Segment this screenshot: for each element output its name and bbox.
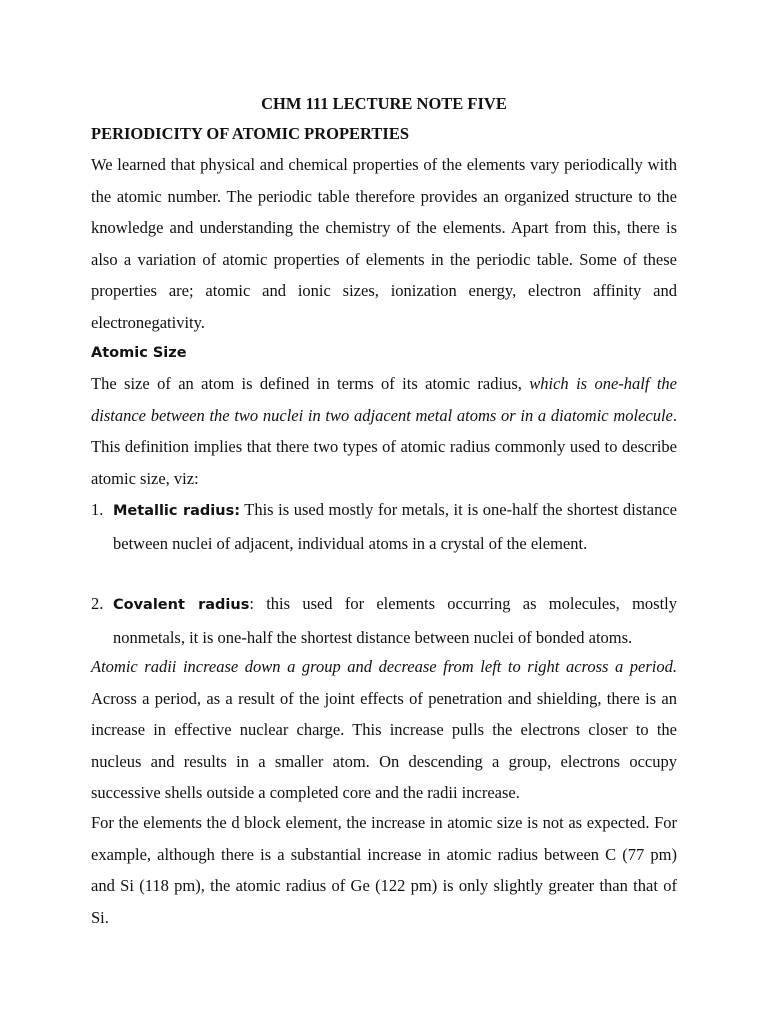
list-number: 2. xyxy=(91,594,104,613)
subheading-atomic-size: Atomic Size xyxy=(91,345,187,361)
list-term: Covalent radius xyxy=(113,597,250,613)
atomic-size-paragraph xyxy=(91,368,677,494)
list-number: 1. xyxy=(91,500,104,519)
list-item-metallic-radius xyxy=(91,494,677,559)
list-item-covalent-radius xyxy=(91,588,677,653)
list-term: Metallic radius: xyxy=(113,503,240,519)
section-heading: PERIODICITY OF ATOMIC PROPERTIES xyxy=(91,124,410,143)
atomic-radius-definition: which is one-half the distance between the two nuclei in two adjacent metal atoms or in a diatomic molecule xyxy=(91,374,677,425)
atomic-size-lead: The size of an atom is defined in terms of its atomic radius, xyxy=(91,374,530,393)
d-block-paragraph: For the elements the d block element, the increase in atomic size is not as expected. For example, although there is a substantial increase in atomic radius between C (77 pm) and Si (118 pm), the atomic radius of Ge (122 pm) is only slightly greater than that of Si. xyxy=(91,813,677,927)
trend-text: Across a period, as a result of the joint effects of penetration and shielding, there is an increase in effective nuclear charge. This increase pulls the electrons closer to the nucleus and results in a smaller atom. On descending a group, electrons occupy successive shells outside a completed core and the radii increase. xyxy=(91,688,677,803)
list-text: : this used for elements occurring as molecules, mostly nonmetals, it is one-half the shortest distance between nuclei of bonded atoms. xyxy=(113,594,677,647)
list-text: This is used mostly for metals, it is one-half the shortest distance between nuclei of adjacent, individual atoms in a crystal of the element. xyxy=(113,500,677,553)
trend-paragraph xyxy=(91,651,677,809)
atomic-size-tail: . This definition implies that there two types of atomic radius commonly used to describe atomic size, viz: xyxy=(91,405,677,488)
trend-statement: Atomic radii increase down a group and decrease from left to right across a period. xyxy=(91,657,677,676)
intro-paragraph: We learned that physical and chemical properties of the elements vary periodically with the atomic number. The periodic table therefore provides an organized structure to the knowledge and understanding the chemistry of the elements. Apart from this, there is also a variation of atomic properties of elements in the periodic table. Some of these properties are; atomic and ionic sizes, ionization energy, electron affinity and electronegativity. xyxy=(91,155,677,332)
document-title: CHM 111 LECTURE NOTE FIVE xyxy=(261,94,507,113)
